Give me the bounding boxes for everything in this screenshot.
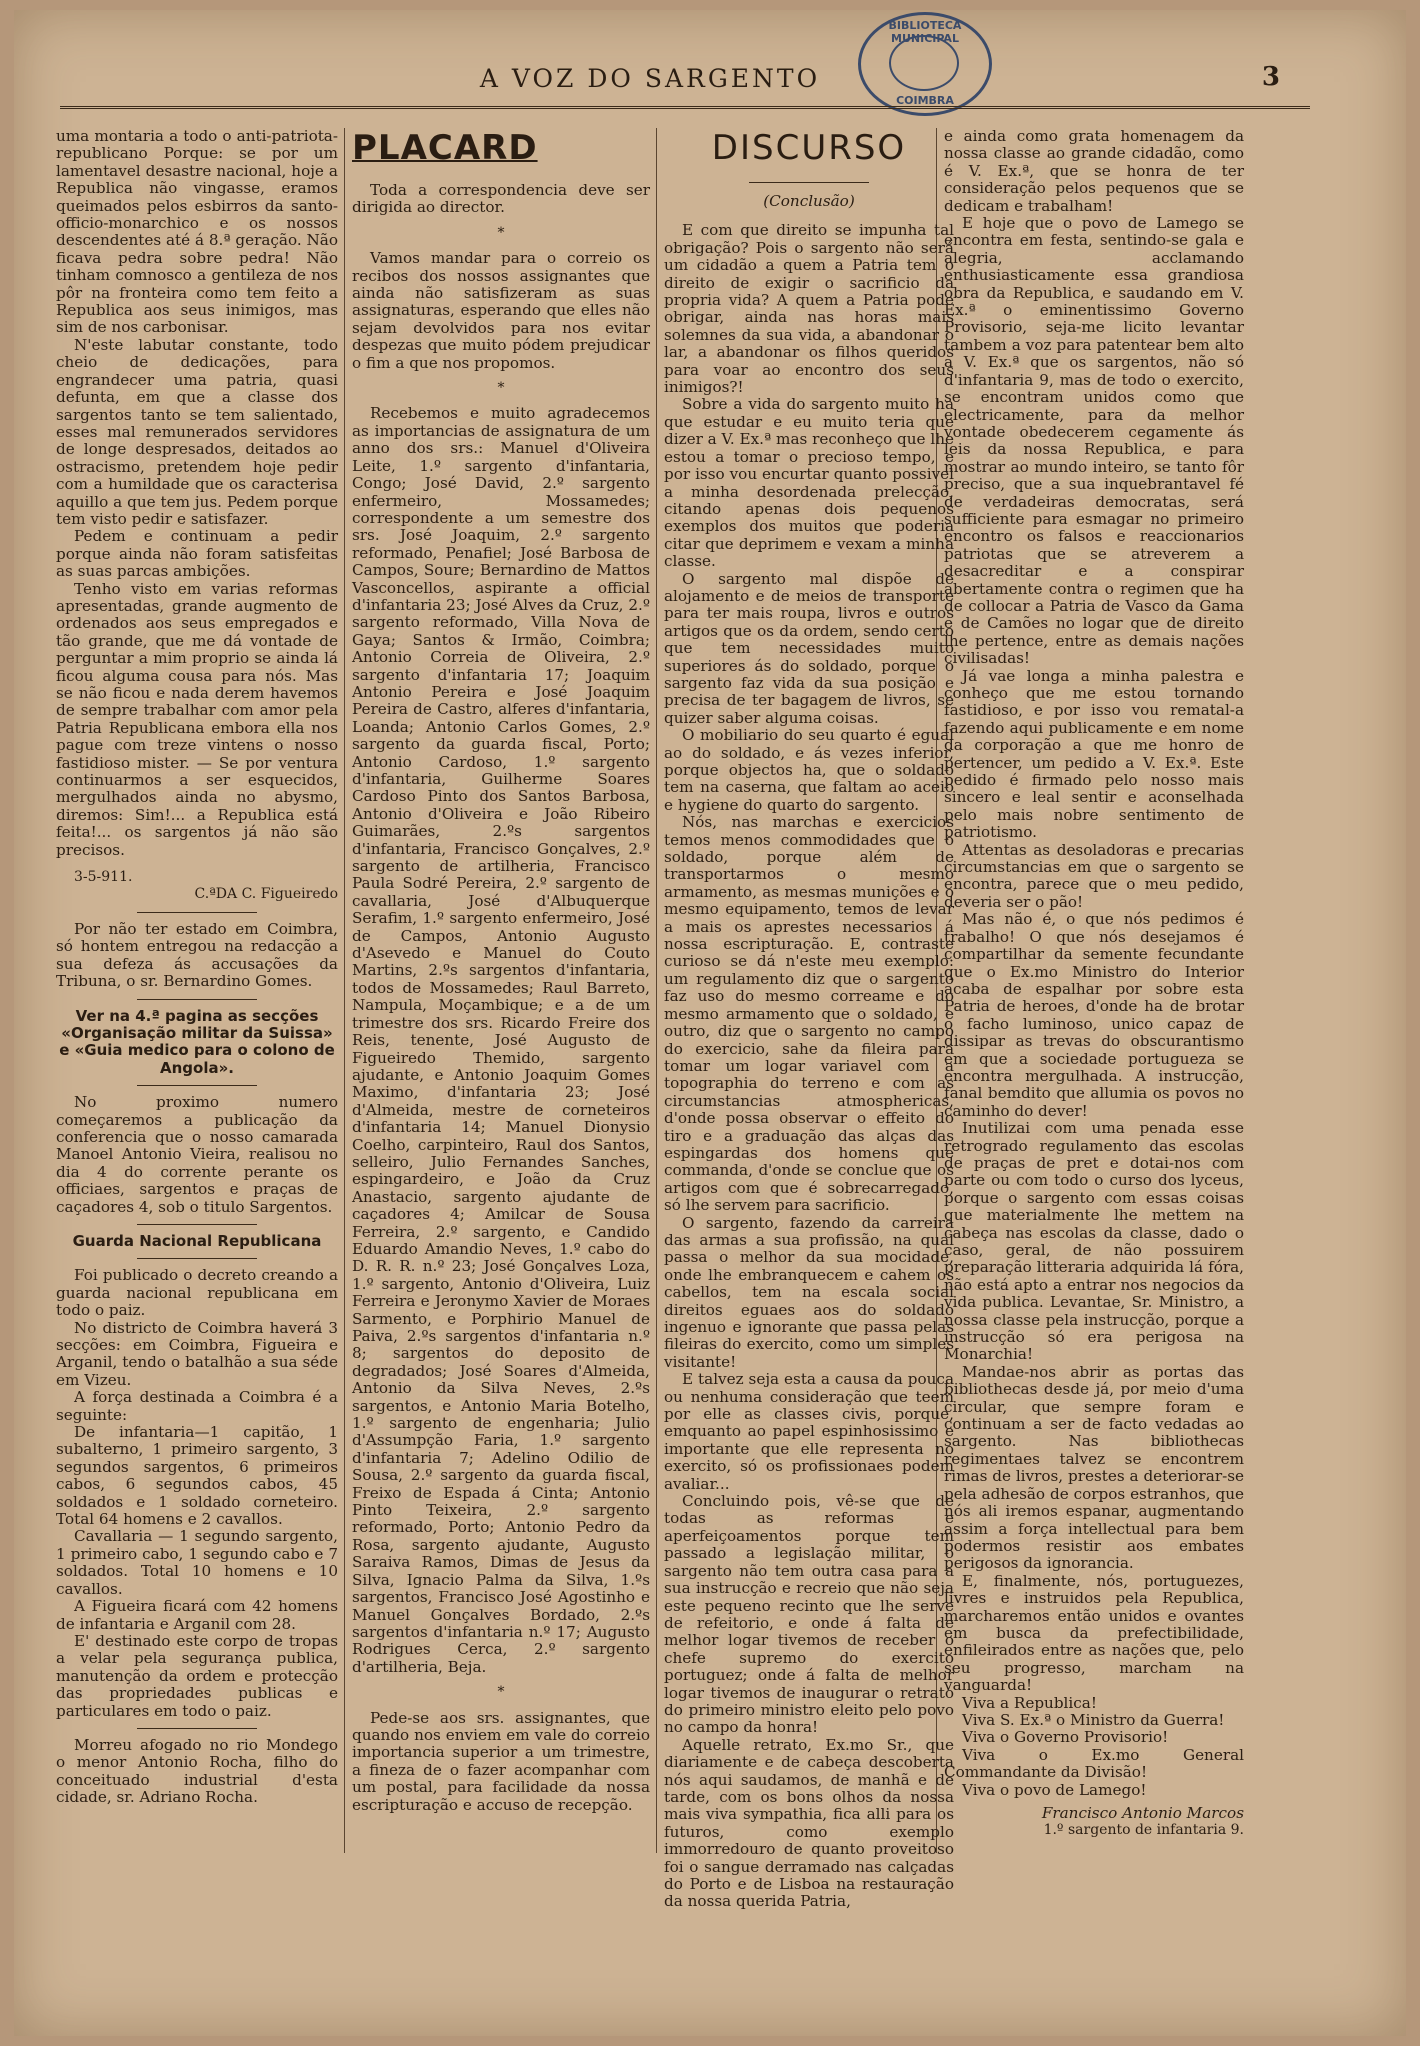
newspaper-title: A VOZ DO SARGENTO	[479, 64, 821, 93]
notice-heading: Ver na 4.ª pagina as secções «Organisação militar da Suissa» e «Guia medico para o colono de Angola».	[59, 1006, 335, 1077]
paragraph: Attentas as desoladoras e precarias circumstancias em que o sargento se encontra, parece que o meu pedido, deveria ser o pão!	[944, 840, 1244, 911]
paragraph: Mas não é, o que nós pedimos é trabalho! O que nós desejamos é compartilhar da semente fecundante que o Ex.mo Ministro do Interior acaba de espalhar por sobre esta Patria de heroes, d'onde ha de brotar o facho luminoso, unico capaz de dissipar as trevas do obscurantismo em que a sociedade portugueza se encontra mergulhada. A instrucção, fanal bemdito que allumia os povos no caminho do dever!	[944, 910, 1244, 1120]
paragraph: Morreu afogado no rio Mondego o menor Antonio Rocha, filho do conceituado industrial d'esta cidade, sr. Adriano Rocha.	[56, 1735, 338, 1807]
paragraph: Mandae-nos abrir as portas das bibliothecas desde já, por meio d'uma circular, que sempre foram e continuam a ser de facto vedadas ao sargento. Nas bibliothecas regimentaes talvez se encontrem rimas de livros, prestes a deteriorar-se pela adhesão de corpos estranhos, que nós ali iremos espanar, augmentando assim a força intellectual para bem podermos resistir aos embates perigosos da ignorancia.	[944, 1362, 1244, 1573]
paragraph: Aquelle retrato, Ex.mo Sr., que diariamente e de cabeça descoberta nós aqui saudamos, de manhã e de tarde, com os bons olhos da nossa mais viva sympathia, fica alli para os futuros, como exemplo immorredouro de quanto proveitoso foi o sangue derramado nas calçadas do Porto e de Lisboa na restauração da nossa querida Patria,	[664, 1735, 954, 1911]
paragraph: E, finalmente, nós, portuguezes, livres e instruidos pela Republica, marcharemos então unidos e ovantes em busca da prefectibilidade, enfileirados entre as nações que, pelo seu progresso, marcham na vanguarda!	[944, 1571, 1244, 1695]
article-signature: C.ªDA C. Figueiredo	[194, 886, 338, 903]
column-2	[352, 128, 650, 1814]
section-heading: Guarda Nacional Republicana	[72, 1231, 322, 1250]
paragraph: A Figueira ficará com 42 homens de infantaria e Arganil com 28.	[56, 1597, 338, 1633]
paragraph: Recebemos e muito agradecemos as importancias de assignatura de um anno dos srs.: Manuel d'Oliveira Leite, 1.º sargento d'infantaria, Congo; José David, 2.º sargento enfermeiro, Mossamedes; correspondente a um semestre dos srs. José Joaquim, 2.º sargento reformado, Penafiel; José Barbosa de Campos, Soure; Bernardino de Mattos Vasconcellos, aspirante a official d'infantaria 23; José Alves da Cruz, 2.º sargento reformado, Villa Nova de Gaya; Santos & Irmão, Coimbra; Antonio Correia de Oliveira, 2.º sargento d'infantaria 17; Joaquim Antonio Pereira e José Joaquim Pereira de Castro, alferes d'infantaria, Loanda; Antonio Carlos Gomes, 2.º sargento da guarda fiscal, Porto; Antonio Cardoso, 1.º sargento d'infantaria, Guilherme Soares Cardoso Pinto dos Santos Barbosa, Antonio d'Oliveira e João Ribeiro Guimarães, 2.ºs sargentos d'infantaria, Francisco Gonçalves, 2.º sargento de artilheria, Francisco Paula Sodré Pereira, 2.º sargento de cavallaria, José d'Albuquerque Serafim, 1.º sargento enfermeiro, José de Campos, Antonio Augusto d'Asevedo e Manuel do Couto Martins, 2.ºs sargentos d'infantaria, todos de Mossamedes; Raul Barreto, Nampula, Moçambique; e a de um trimestre dos srs. Ricardo Freire dos Reis, tenente, José Augusto de Figueiredo Themido, sargento ajudante, e Antonio Joaquim Gomes Maximo, d'infantaria 23; José d'Almeida, mestre de corneteiros d'infantaria 14; Manuel Dionysio Coelho, carpinteiro, Raul dos Santos, selleiro, Julio Fernandes Sanches, espingardeiro, e João da Cruz Anastacio, sargento ajudante de caçadores 4; Amilcar de Sousa Ferreira, 2.º sargento, e Candido Eduardo Amandio Neves, 1.º cabo do D. R. R. n.º 23; José Gonçalves Loza, 1.º sargento, Antonio d'Oliveira, Luiz Ferreira e Jeronymo Xavier de Moraes Sarmento, e Porphirio Manuel de Paiva, 2.ºs sargentos d'infantaria n.º 8; sargentos do deposito de degradados; José Soares d'Almeida, Antonio da Silva Neves, 2.ºs sargentos, e Antonio Maria Botelho, 1.º sargento de engenharia; Julio d'Assumpção Faria, 1.º sargento d'infantaria 7; Adelino Odilio de Sousa, 2.º sargento da guarda fiscal, Freixo de Espada á Cinta; Antonio Pinto Teixeira, 2.º sargento reformado, Porto; Antonio Pedro da Rosa, sargento ajudante, Augusto Saraiva Ramos, Dimas de Jesus da Silva, Ignacio Palma da Silva, 1.ºs sargentos, Francisco José Agostinho e Manuel Gonçalves Bordado, 2.ºs sargentos d'infantaria n.º 17; Augusto Rodrigues Cerca, 2.º sargento d'artilheria, Beja.	[352, 404, 650, 1676]
separator	[137, 1085, 257, 1086]
separator-star: *	[497, 1684, 505, 1701]
article-date: 3-5-911.	[74, 869, 133, 886]
paragraph: E hoje que o povo de Lamego se encontra em festa, sentindo-se gala e alegria, acclamando enthusiasticamente essa grandiosa obra da Republica, e saudando em V. Ex.ª o eminentissimo Governo Provisorio, seja-me licito levantar tambem a voz para patentear bem alto a V. Ex.ª que os sargentos, não só d'infantaria 9, mas de todo o exercito, se encontram unidos como que electricamente, para da melhor vontade obedecerem cegamente ás leis da nossa Republica, e para mostrar ao mundo inteiro, se tanto fôr preciso, que a sua inquebrantavel fé de verdadeiras democratas, será sufficiente para esmagar no primeiro encontro os falsos e reaccionarios patriotas que se atreverem a desacreditar e a conspirar abertamente contra o regimen que ha de collocar a Patria de Vasco da Gama e de Camões no logar que de direito lhe pertence, entre as demais nações civilisadas!	[944, 214, 1244, 668]
stamp-bottom-text: COIMBRA	[896, 94, 954, 107]
page-number: 3	[1261, 62, 1280, 92]
paragraph: Cavallaria — 1 segundo sargento, 1 primeiro cabo, 1 segundo cabo e 7 soldados. Total 10 homens e 10 cavallos.	[56, 1527, 338, 1598]
cheer-line: Viva o Governo Provisorio!	[962, 1728, 1169, 1747]
paragraph: De infantaria—1 capitão, 1 subalterno, 1 primeiro sargento, 3 segundos sargentos, 6 primeiros cabos, 6 segundos cabos, 45 soldados e 1 soldado corneteiro. Total 64 homens e 2 cavallos.	[56, 1423, 338, 1529]
paragraph: Nós, nas marchas e exercicios temos menos commodidades que o soldado, porque além de transportarmos o mesmo armamento, as mesmas munições e o mesmo equipamento, temos de levar a mais os aprestes necessarios á nossa escripturação. E, contraste curioso se dá n'este meu exemplo: um regulamento diz que o sargento faz uso do mesmo correame e do mesmo armamento que o soldado, e outro, diz que o sargento no campo do exercicio, sahe da fileira para tomar um logar variavel com a topographia do terreno e com as circumstancias atmosphericas, d'onde possa observar o effeito do tiro e a graduação das alças das espingardas dos homens que commanda, d'onde se conclue que os artigos com que é sobrecarregado, só lhe servem para sacrificio.	[664, 813, 954, 1215]
paragraph: Já vae longa a minha palestra e conheço que me estou tornando fastidioso, e por isso vou rematal-a fazendo aqui publicamente e em nome da corporação a que me honro de pertencer, um pedido a V. Ex.ª. Este pedido é firmado pelo nosso mais sincero e leal sentir e aconselhada pelo mais nobre sentimento de patriotismo.	[944, 666, 1244, 842]
separator	[137, 999, 257, 1000]
author-rank: 1.º sargento de infantaria 9.	[1043, 1822, 1244, 1839]
column-divider	[344, 128, 345, 1853]
paragraph: No proximo numero começaremos a publicação da conferencia que o nosso camarada Manoel Antonio Vieira, realisou no dia 4 do corrente perante os officiaes, sargentos e praças de caçadores 4, sob o titulo Sargentos.	[56, 1093, 338, 1216]
section-heading-placard: PLACARD	[352, 128, 538, 168]
cheer-line: Viva o Ex.mo General Commandante da Divisão!	[944, 1745, 1244, 1782]
column-3	[664, 128, 954, 1911]
paragraph: E talvez seja esta a causa da pouca ou nenhuma consideração que teem por elle as classes civis, porque, emquanto ao papel espinhosissimo e importante que elle representa no exercito, só os profissionaes podem avaliar...	[664, 1370, 954, 1493]
paragraph: O sargento mal dispõe de alojamento e de meios de transporte para ter mais roupa, livros e outros artigos que os da ordem, sendo certo que tem necessidades muito superiores ás do soldado, porque o sargento faz vida da sua posição e precisa de ter bagagem de livros, se quizer saber alguma coisas.	[664, 569, 954, 727]
paragraph: Inutilizai com uma penada esse retrogrado regulamento das escolas de praças de pret e dotai-nos com parte ou com todo o curso dos lyceus, porque o sargento com essas coisas que materialmente lhe mettem na cabeça nas escolas da classe, dado o caso, geral, de não possuirem preparação litteraria adquirida lá fóra, não está apto a entrar nos negocios da vida publica. Levantae, Sr. Ministro, a nossa classe pela instrucção, porque a instrucção só era perigosa na Monarchia!	[944, 1119, 1244, 1364]
cheer-line: Viva o povo de Lamego!	[962, 1780, 1147, 1799]
cheer-line: Viva a Republica!	[962, 1693, 1097, 1712]
paragraph: Por não ter estado em Coimbra, só hontem entregou na redacção a sua defeza ás accusações da Tribuna, o sr. Bernardino Gomes.	[56, 919, 338, 991]
paragraph: Sobre a vida do sargento muito ha que estudar e eu muito teria que dizer a V. Ex.ª mas reconheço que lhe estou a tomar o precioso tempo, e por isso vou encurtar quanto possivel a minha desordenada prelecção, citando apenas dois pequenos exemplos dos muitos que poderia citar que deprimem e vexam a minha classe.	[664, 395, 954, 571]
stamp-top-text: BIBLIOTECA MUNICIPAL	[888, 19, 962, 45]
paragraph: e ainda como grata homenagem da nossa classe ao grande cidadão, como é V. Ex.ª, que se honra de ter consideração pelos pequenos que se dedicam e trabalham!	[944, 127, 1244, 215]
cheer-line: Viva S. Ex.ª o Ministro da Guerra!	[962, 1710, 1225, 1729]
paragraph: O sargento, fazendo da carreira das armas a sua profissão, na qual passa o melhor da sua mocidade, onde lhe embranquecem e cahem os cabellos, tem na escala social direitos eguaes aos do soldado ingenuo e ignorante que passa pelas fileiras do exercito, como um simples visitante!	[664, 1213, 954, 1371]
paragraph: Concluindo pois, vê-se que de todas as reformas e aperfeiçoamentos porque tem passado a legislação militar, o sargento não tem outra casa para a sua instrucção e recreio que não seja este pequeno recinto que lhe serve de refeitorio, e onde á falta de melhor logar tivemos de receber o chefe supremo do exercito portuguez; onde á falta de melhor logar tivemos de inaugurar o retrato do primeiro ministro eleito pelo povo no campo da honra!	[664, 1492, 954, 1737]
author-name: Francisco Antonio Marcos	[1041, 1804, 1244, 1822]
separator	[137, 912, 257, 913]
separator	[749, 182, 869, 183]
separator-star: *	[497, 224, 505, 241]
paragraph: Tenho visto em varias reformas apresentadas, grande augmento de ordenados aos seus empregados e tão grande, que me dá vontade de perguntar a mim proprio se ainda lá ficou alguma cousa para nós. Mas se não ficou e nada derem havemos de sempre trabalhar com amor pela Patria Republicana embora ella nos pague com treze vintens o nosso fastidioso mister. — Se por ventura continuarmos a ser esquecidos, mergulhados ainda no abysmo, diremos: Sim!... a Republica está feita!... os sargentos já não são precisos.	[56, 579, 338, 859]
paragraph: N'este labutar constante, todo cheio de dedicações, para engrandecer uma patria, quasi defunta, em que a classe dos sargentos tanto se tem salientado, esses mal remunerados servidores de longe despresados, deitados ao ostracismo, pretendem hoje pedir com a humildade que os caracterisa aquillo a que tem jus. Pedem porque tem visto pedir e satisfazer.	[56, 335, 338, 528]
separator-star: *	[497, 380, 505, 397]
paragraph: Toda a correspondencia deve ser dirigida ao director.	[352, 181, 650, 217]
masthead	[60, 58, 1280, 98]
column-divider	[656, 128, 657, 1853]
separator	[137, 1258, 257, 1259]
paragraph: Pedem e continuam a pedir porque ainda não foram satisfeitas as suas parcas ambições.	[56, 527, 338, 581]
header-rule	[60, 106, 1310, 109]
section-heading-discurso: DISCURSO	[711, 128, 907, 168]
paragraph: Foi publicado o decreto creando a guarda nacional republicana em todo o paiz.	[56, 1266, 338, 1320]
paragraph: E' destinado este corpo de tropas a velar pela segurança publica, manutenção da ordem e protecção das propriedades publicas e particulares em todo o paiz.	[56, 1631, 338, 1720]
paragraph: Pede-se aos srs. assignantes, que quando nos enviem em vale do correio importancia superior a um trimestre, a fineza de o fazer acompanhar com um postal, para facilidade da nossa escripturação e accuso de recepção.	[352, 1708, 650, 1814]
column-1	[56, 128, 338, 1807]
paragraph: O mobiliario do seu quarto é egual ao do soldado, e ás vezes inferior, porque objectos ha, que o soldado tem na caserna, que faltam ao aceio e hygiene do quarto do sargento.	[664, 726, 954, 814]
conclusion-label: (Conclusão)	[763, 192, 855, 210]
paragraph: No districto de Coimbra haverá 3 secções: em Coimbra, Figueira e Arganil, tendo o batalhão a sua séde em Vizeu.	[56, 1318, 338, 1389]
paragraph: E com que direito se impunha tal obrigação? Pois o sargento não será um cidadão a quem a Patria tem o direito de exigir o sacrificio da propria vida? A quem a Patria pode obrigar, ainda nas horas mais solemnes da sua vida, a abandonar o lar, a abandonar os filhos queridos para voar ao encontro dos seus inimigos?!	[664, 221, 954, 397]
separator	[137, 1224, 257, 1225]
column-4	[944, 128, 1244, 1840]
paragraph: uma montaria a todo o anti-patriota-republicano Porque: se por um lamentavel desastre nacional, hoje a Republica não vingasse, eramos queimados pelos esbirros da santo-officio-monarchico e os nossos descendentes até á 8.ª geração. Não ficava pedra sobre pedra! Não tinham comnosco a gentileza de nos pôr na fronteira como tem feito a Republica aos seus inimigos, mas sim de nos carbonisar.	[56, 127, 338, 337]
paragraph: A força destinada a Coimbra é a seguinte:	[56, 1388, 338, 1424]
paragraph: Vamos mandar para o correio os recibos dos nossos assignantes que ainda não satisfizeram as suas assignaturas, esperando que elles não sejam devolvidos para nos evitar despezas que muito pódem prejudicar o fim a que nos propomos.	[352, 249, 650, 372]
separator	[137, 1728, 257, 1729]
